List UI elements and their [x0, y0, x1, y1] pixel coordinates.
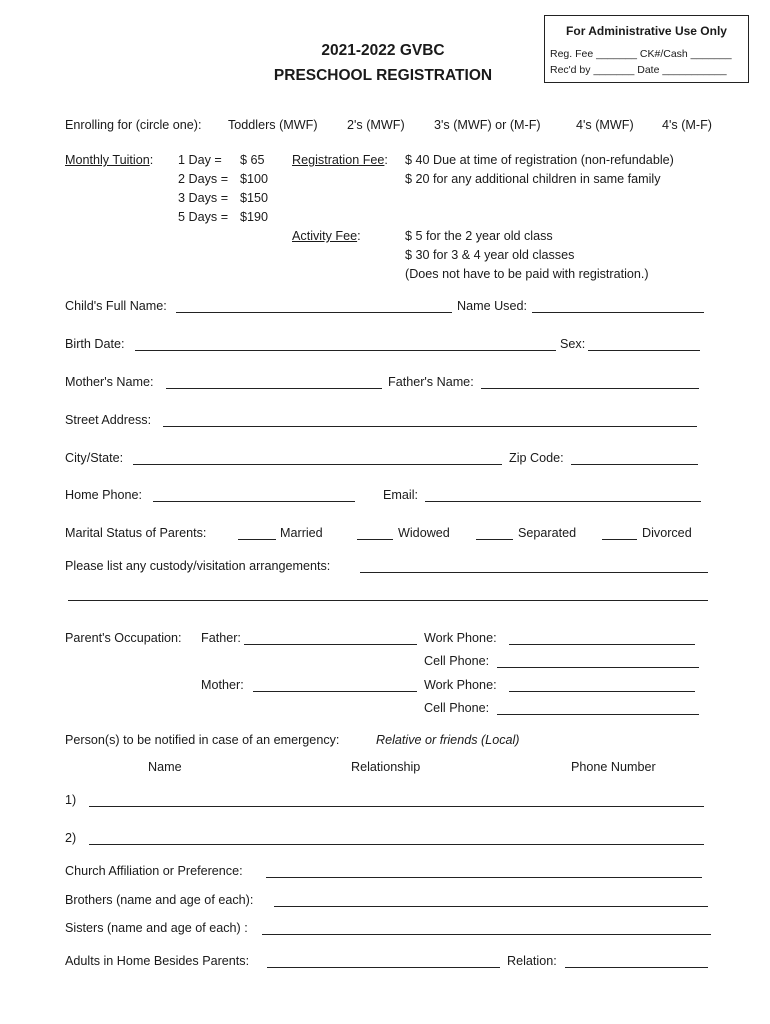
emergency-row-2-field[interactable] [89, 844, 704, 845]
tuition-days-1: 1 Day = [178, 153, 222, 167]
mother-work-phone-field[interactable] [509, 691, 695, 692]
form-title: PRESCHOOL REGISTRATION [273, 67, 493, 84]
activity-fee-line1: $ 5 for the 2 year old class [405, 229, 553, 243]
church-label: Church Affiliation or Preference: [65, 864, 243, 878]
adults-field[interactable] [267, 967, 500, 968]
city-state-label: City/State: [65, 451, 124, 465]
emergency-col-name: Name [148, 760, 182, 774]
tuition-price-1: $ 65 [240, 153, 265, 167]
father-cell-phone-label: Cell Phone: [424, 654, 490, 668]
admin-row-reg-fee: Reg. Fee _______ CK#/Cash _______ [550, 48, 732, 60]
married-label: Married [280, 526, 323, 540]
tuition-label: Monthly Tuition [65, 153, 150, 167]
activity-fee-colon: : [357, 229, 361, 243]
tuition-price-3: $150 [240, 191, 269, 205]
option-3s[interactable]: 3's (MWF) or (M-F) [434, 118, 541, 132]
tuition-colon: : [149, 153, 154, 167]
father-work-phone-field[interactable] [509, 644, 695, 645]
option-toddlers[interactable]: Toddlers (MWF) [228, 118, 318, 132]
father-occupation-field[interactable] [244, 644, 417, 645]
emergency-row-2-label: 2) [65, 831, 77, 845]
home-phone-label: Home Phone: [65, 488, 143, 502]
marital-status-label: Marital Status of Parents: [65, 526, 207, 540]
sisters-field[interactable] [262, 934, 711, 935]
emergency-col-relationship: Relationship [351, 760, 421, 774]
mother-cell-phone-label: Cell Phone: [424, 701, 490, 715]
married-checkline[interactable] [238, 539, 276, 540]
email-field[interactable] [425, 501, 701, 502]
option-2s[interactable]: 2's (MWF) [347, 118, 405, 132]
father-name-field[interactable] [481, 388, 699, 389]
registration-fee-line1: $ 40 Due at time of registration (non-refundable) [405, 153, 674, 167]
tuition-days-3: 3 Days = [178, 191, 229, 205]
occupation-label: Parent's Occupation: [65, 631, 182, 645]
mother-occupation-label: Mother: [201, 678, 244, 692]
home-phone-field[interactable] [153, 501, 355, 502]
enrolling-label: Enrolling for (circle one): [65, 118, 202, 132]
tuition-heading [65, 153, 153, 167]
admin-heading: For Administrative Use Only [566, 24, 727, 38]
brothers-label: Brothers (name and age of each): [65, 893, 254, 907]
admin-use-box [544, 15, 749, 83]
child-name-label: Child's Full Name: [65, 299, 167, 313]
emergency-row-1-label: 1) [65, 793, 77, 807]
custody-field[interactable] [360, 572, 708, 573]
activity-fee-heading [292, 229, 361, 243]
separated-checkline[interactable] [476, 539, 513, 540]
registration-fee-colon: : [384, 153, 388, 167]
zip-code-label: Zip Code: [509, 451, 564, 465]
child-name-field[interactable] [176, 312, 452, 313]
tuition-days-2: 2 Days = [178, 172, 229, 186]
church-field[interactable] [266, 877, 702, 878]
father-work-phone-label: Work Phone: [424, 631, 497, 645]
divorced-label: Divorced [642, 526, 692, 540]
street-address-field[interactable] [163, 426, 697, 427]
father-cell-phone-field[interactable] [497, 667, 699, 668]
tuition-days-5: 5 Days = [178, 210, 229, 224]
mother-name-field[interactable] [166, 388, 382, 389]
widowed-checkline[interactable] [357, 539, 393, 540]
mother-name-label: Mother's Name: [65, 375, 154, 389]
relation-field[interactable] [565, 967, 708, 968]
name-used-label: Name Used: [457, 299, 527, 313]
custody-field-line2[interactable] [68, 600, 708, 601]
emergency-row-1-field[interactable] [89, 806, 704, 807]
sex-label: Sex: [560, 337, 586, 351]
mother-work-phone-label: Work Phone: [424, 678, 497, 692]
registration-fee-heading [292, 153, 388, 167]
admin-row-received: Rec'd by _______ Date ___________ [550, 64, 727, 76]
street-address-label: Street Address: [65, 413, 152, 427]
sisters-label: Sisters (name and age of each) : [65, 921, 248, 935]
option-4s-mwf[interactable]: 4's (MWF) [576, 118, 634, 132]
name-used-field[interactable] [532, 312, 704, 313]
option-4s-mf[interactable]: 4's (M-F) [662, 118, 712, 132]
mother-cell-phone-field[interactable] [497, 714, 699, 715]
activity-fee-line2: $ 30 for 3 & 4 year old classes [405, 248, 575, 262]
birth-date-label: Birth Date: [65, 337, 125, 351]
adults-label: Adults in Home Besides Parents: [65, 954, 250, 968]
birth-date-field[interactable] [135, 350, 556, 351]
emergency-note: Relative or friends (Local) [376, 733, 520, 747]
widowed-label: Widowed [398, 526, 450, 540]
form-title-year: 2021-2022 GVBC [321, 42, 445, 59]
registration-fee-line2: $ 20 for any additional children in same family [405, 172, 661, 186]
tuition-price-2: $100 [240, 172, 269, 186]
brothers-field[interactable] [274, 906, 708, 907]
email-label: Email: [383, 488, 418, 502]
relation-label: Relation: [507, 954, 557, 968]
zip-code-field[interactable] [571, 464, 698, 465]
activity-fee-line3: (Does not have to be paid with registration.) [405, 267, 649, 281]
sex-field[interactable] [588, 350, 700, 351]
emergency-col-phone: Phone Number [571, 760, 656, 774]
activity-fee-label: Activity Fee [292, 229, 358, 243]
custody-label: Please list any custody/visitation arrangements: [65, 559, 331, 573]
registration-fee-label: Registration Fee [292, 153, 385, 167]
mother-occupation-field[interactable] [253, 691, 417, 692]
divorced-checkline[interactable] [602, 539, 637, 540]
father-occupation-label: Father: [201, 631, 241, 645]
separated-label: Separated [518, 526, 577, 540]
tuition-price-5: $190 [240, 210, 269, 224]
father-name-label: Father's Name: [388, 375, 474, 389]
emergency-label: Person(s) to be notified in case of an emergency: [65, 733, 340, 747]
city-state-field[interactable] [133, 464, 502, 465]
